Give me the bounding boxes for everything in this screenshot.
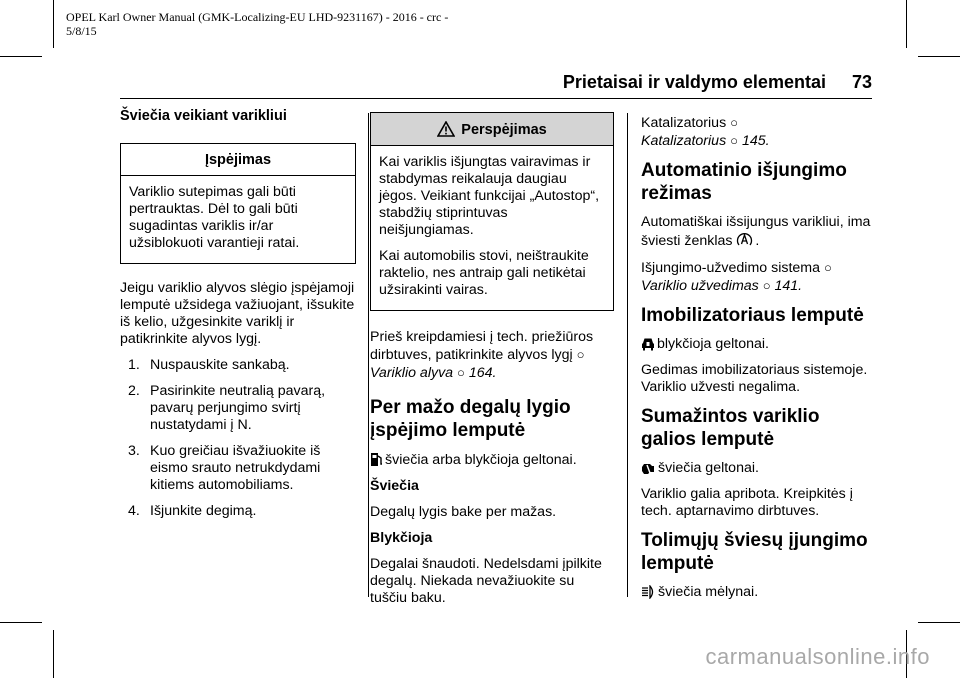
caution-text-2: Kai automobilis stovi, neištraukite raktelio, nes antraip gali netikėtai užsirakinti vairas. <box>379 248 589 298</box>
autostop-text: Automatiškai išsijungus varikliui, ima šviesti ženklas <box>641 214 871 249</box>
autostop-paragraph: Automatiškai išsijungus varikliui, ima šviesti ženklas . <box>641 214 871 249</box>
reduced-text: Variklio galia apribota. Kreipkitės į tech. aptarnavimo dirbtuves. <box>641 486 853 519</box>
column-divider <box>368 113 369 597</box>
xref-label: Variklio užvedimas <box>641 278 759 294</box>
immobilizer-lamp-text: blykčioja geltonai. <box>657 336 769 352</box>
immobilizer-heading: Imobilizatoriaus lemputė <box>641 305 864 326</box>
flash-text: Degalai šnaudoti. Nedelsdami įpilkite degalų. Niekada nevažiuokite su tuščiu baku. <box>370 556 602 606</box>
high-beam-lamp-text: šviečia mėlynai. <box>658 584 759 600</box>
meta-line-2: 5/8/15 <box>66 24 97 38</box>
xref-page: 164. <box>468 365 497 381</box>
reduced-power-heading: Sumažintos variklio galios lemputė <box>641 406 820 450</box>
watermark: carmanualsonline.info <box>705 644 930 669</box>
steps-list <box>120 357 356 520</box>
crop-mark <box>918 56 960 57</box>
meta-line-1: OPEL Karl Owner Manual (GMK-Localizing-EU LHD-9231167) - 2016 - crc - <box>66 10 449 24</box>
left-column <box>120 108 356 529</box>
list-item <box>120 383 356 434</box>
caution-header <box>371 113 613 146</box>
step-number: 2. <box>128 383 140 399</box>
workshop-paragraph <box>370 329 614 382</box>
warning-title: Įspėjimas <box>121 144 355 176</box>
xref-link[interactable] <box>641 278 802 294</box>
fuel-pump-icon <box>370 451 383 467</box>
high-beam-lamp-line <box>641 584 877 601</box>
xref-arrow-icon: ○ <box>823 260 832 275</box>
xref-label: Variklio alyva <box>370 365 454 381</box>
step-number: 1. <box>128 357 140 373</box>
step-number: 3. <box>128 443 140 459</box>
caution-box <box>370 112 614 311</box>
warning-text: Variklio sutepimas gali būti pertrauktas. Dėl to gali būti sugadintas variklis ir/ar užsiblokuoti varantieji ratai. <box>129 184 300 251</box>
step-text: Nuspauskite sankabą. <box>150 357 290 373</box>
xref-label: Katalizatorius <box>641 133 727 149</box>
workshop-text: Prieš kreipdamiesi į tech. priežiūros dirbtuves, patikrinkite alyvos lygį <box>370 329 594 363</box>
header-rule <box>120 98 872 99</box>
catalyst-label: Katalizatorius <box>641 115 727 131</box>
crop-mark <box>0 56 42 57</box>
stopstart-paragraph <box>641 259 877 295</box>
caution-text-1: Kai variklis išjungtas vairavimas ir stabdymas reikalauja daugiau jėgos. Veikiant funkcijai „Autostop“, stabdžių stiprintuvas neišjungiamas. <box>379 154 600 238</box>
list-item <box>120 503 356 520</box>
engine-power-icon <box>641 461 656 475</box>
xref-page: 141. <box>774 278 803 294</box>
crop-mark <box>918 622 960 623</box>
step-text: Pasirinkite neutralią pavarą, pavarų perjungimo svirtį nustatydami į N. <box>150 383 326 433</box>
crop-mark <box>906 0 907 48</box>
list-item <box>120 443 356 494</box>
page-number: 73 <box>851 72 872 92</box>
reduced-lamp-line <box>641 460 877 477</box>
xref-page: 145. <box>741 133 770 149</box>
lit-label: Šviečia <box>370 478 419 494</box>
right-column <box>641 114 877 610</box>
high-beam-heading: Tolimųjų šviesų įjungimo lemputė <box>641 530 868 574</box>
step-text: Išjunkite degimą. <box>150 503 257 519</box>
high-beam-icon <box>641 585 656 599</box>
middle-column <box>370 112 614 616</box>
lit-text: Degalų lygis bake per mažas. <box>370 504 557 520</box>
caution-title: Perspėjimas <box>461 122 547 138</box>
section-title: Prietaisai ir valdymo elementai <box>562 72 826 92</box>
crop-mark <box>53 0 54 48</box>
step-number: 4. <box>128 503 140 519</box>
step-text: Kuo greičiau išvažiuokite iš eismo srauto netrukdydami kitiems automobiliams. <box>150 443 321 493</box>
autostop-heading: Automatinio išjungimo režimas <box>641 160 847 204</box>
immobilizer-text: Gedimas imobilizatoriaus sistemoje. Variklio užvesti negalima. <box>641 362 868 395</box>
xref-link[interactable] <box>641 133 770 149</box>
document-meta <box>66 10 448 38</box>
intro-paragraph: Jeigu variklio alyvos slėgio įspėjamoji lemputė užsidega važiuojant, išsukite iš kelio, užgesinkite variklį ir patikrinkite alyvos lygį. <box>120 280 355 347</box>
catalyst-paragraph <box>641 114 877 150</box>
stopstart-label: Išjungimo-užvedimo sistema <box>641 260 820 276</box>
crop-mark <box>0 622 42 623</box>
immobilizer-car-icon <box>641 336 655 351</box>
fuel-lamp-text: šviečia arba blykčioja geltonai. <box>385 452 577 468</box>
warning-box <box>120 143 356 264</box>
list-item <box>120 357 356 374</box>
section-heading: Šviečia veikiant varikliui <box>120 108 287 124</box>
reduced-lamp-text: šviečia geltonai. <box>658 460 759 476</box>
warning-triangle-icon <box>437 121 455 137</box>
fuel-heading: Per mažo degalų lygio įspėjimo lemputė <box>370 397 571 441</box>
immobilizer-lamp-line <box>641 336 877 353</box>
xref-arrow-icon: ○ <box>730 133 738 148</box>
xref-link[interactable] <box>370 365 496 381</box>
running-head <box>563 72 872 93</box>
xref-arrow-icon: ○ <box>457 365 465 380</box>
fuel-lamp-line <box>370 451 614 469</box>
column-divider <box>627 113 628 597</box>
xref-arrow-icon: ○ <box>730 115 738 130</box>
crop-mark <box>53 630 54 678</box>
autostop-a-icon <box>736 231 753 248</box>
flash-label: Blykčioja <box>370 530 433 546</box>
xref-arrow-icon: ○ <box>762 278 771 293</box>
xref-arrow-icon: ○ <box>576 347 585 362</box>
